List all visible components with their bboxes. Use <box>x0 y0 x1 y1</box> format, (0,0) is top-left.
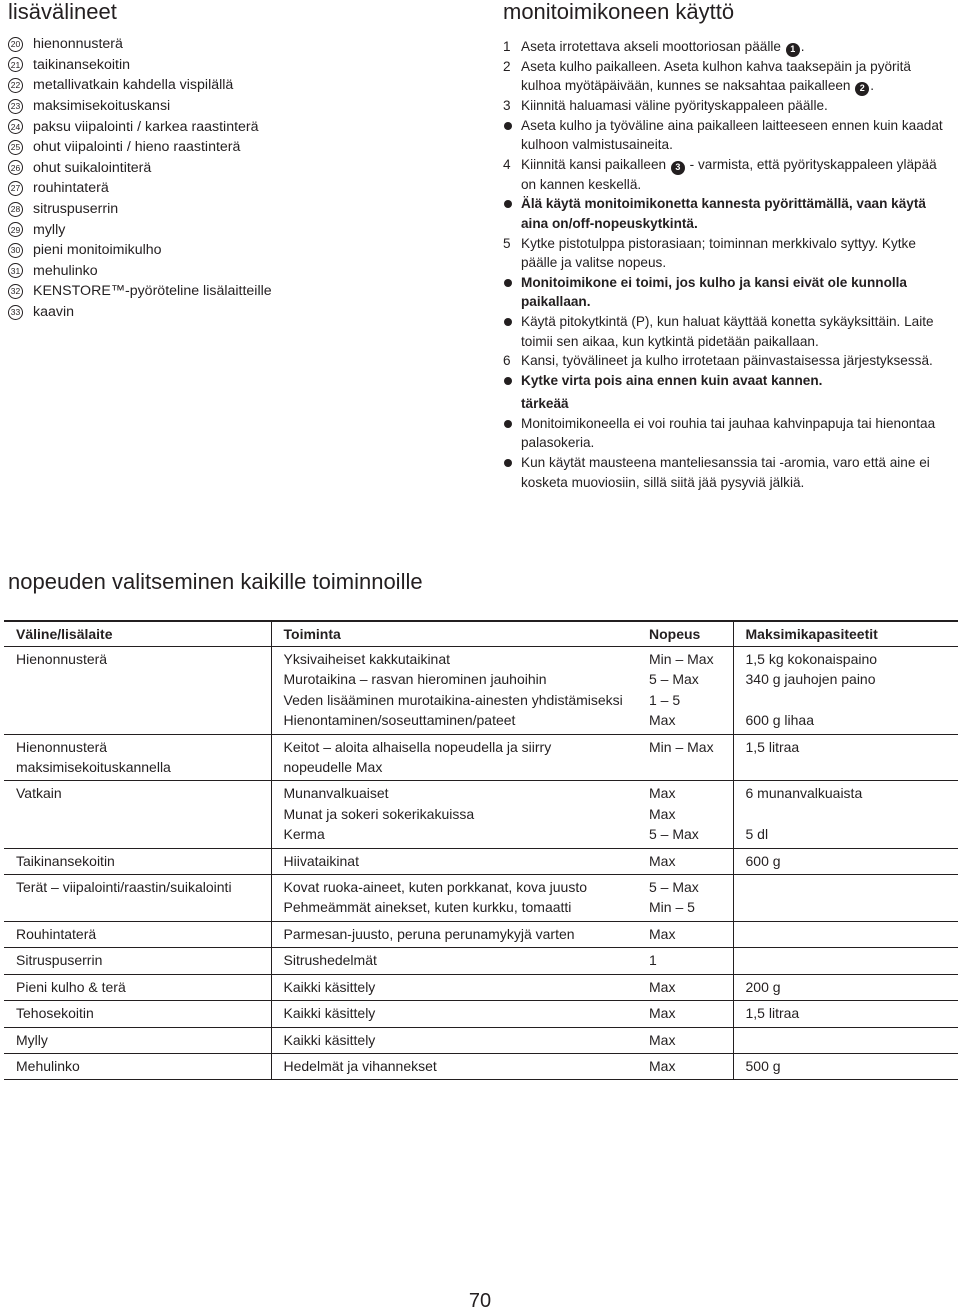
usage-instructions <box>503 37 953 492</box>
item-number-icon: 27 <box>8 181 23 196</box>
bullet-icon <box>504 318 512 326</box>
item-label: mylly <box>33 221 66 238</box>
capacity-cell <box>733 647 958 735</box>
tool-cell <box>4 734 271 781</box>
step-6: 6 Kansi, työvälineet ja kulho irrotetaan päinvastaisessa järjestyksessä. <box>503 353 933 369</box>
column-header: Väline/lisälaite <box>4 621 271 647</box>
item-number-icon: 32 <box>8 284 23 299</box>
cell-line <box>746 877 951 897</box>
operation-cell <box>271 1053 645 1079</box>
bullet-icon <box>504 200 512 208</box>
cell-line: 6 munanvalkuaista <box>745 785 863 802</box>
list-item <box>8 302 272 323</box>
cell-line: Tehosekoitin <box>16 1005 94 1022</box>
operation-cell <box>271 921 645 947</box>
cell-line: Kaikki käsittely <box>283 978 376 995</box>
bullet-7: Kun käytät mausteena manteliesanssia tai -aromia, varo että aine ei kosketa muoviosiin, sillä siitä jää pysyviä jälkiä. <box>503 453 953 492</box>
cell-line: Kovat ruoka-aineet, kuten porkkanat, kova juusto <box>283 879 588 896</box>
cell-line: 5 dl <box>745 826 769 843</box>
item-label: hienonnusterä <box>33 36 123 53</box>
operation-cell <box>271 1027 645 1053</box>
tool-cell <box>4 948 271 974</box>
cell-line: nopeudelle Max <box>283 759 383 776</box>
table-row <box>4 974 958 1000</box>
item-label: mehulinko <box>33 262 98 279</box>
speed-cell <box>645 974 733 1000</box>
item-number-icon: 20 <box>8 37 23 52</box>
cell-line: Keitot – aloita alhaisella nopeudella ja siirry <box>283 738 552 755</box>
list-item <box>8 158 272 179</box>
speed-cell <box>645 647 733 735</box>
item-label: paksu viipalointi / karkea raastinterä <box>33 118 259 135</box>
operation-cell <box>271 974 645 1000</box>
bullet-4: Käytä pitokytkintä (P), kun haluat käyttää konetta sykäyksittäin. Laite toimii sen aikaa, kun kytkintä pidetään paikallaan. <box>503 312 953 351</box>
cell-line: Murotaikina – rasvan hierominen jauhoihin <box>283 671 547 688</box>
capacity-cell <box>733 734 958 781</box>
speed-cell <box>645 921 733 947</box>
item-label: maksimisekoituskansi <box>33 98 171 115</box>
cell-line: 1,5 litraa <box>745 738 800 755</box>
cell-line: Sitruspuserrin <box>16 952 103 969</box>
item-number-icon: 33 <box>8 305 23 320</box>
cell-line <box>746 950 951 970</box>
capacity-cell <box>733 948 958 974</box>
accessories-heading: lisävälineet <box>8 0 117 24</box>
capacity-cell <box>733 974 958 1000</box>
cell-line: Kerma <box>283 826 325 843</box>
table-row <box>4 875 958 922</box>
speed-cell <box>645 848 733 874</box>
speed-cell <box>645 781 733 848</box>
cell-line: Min – Max <box>649 651 714 667</box>
capacity-cell <box>733 921 958 947</box>
cell-line: 1,5 litraa <box>745 1005 800 1022</box>
bullet-icon <box>504 459 512 467</box>
cell-line: maksimisekoituskannella <box>16 759 171 776</box>
step-4: 4 Kiinnitä kansi paikalleen 3 - varmista, että pyörityskappaleen yläpää on kannen keskellä. <box>503 156 937 192</box>
speed-table <box>4 620 958 1080</box>
cell-line: Max <box>649 805 676 822</box>
cell-line: Vatkain <box>16 785 62 802</box>
list-item <box>8 219 272 240</box>
cell-line: Min – 5 <box>649 899 695 916</box>
cell-line: Max <box>649 852 676 869</box>
step-1: 1 Aseta irrotettava akseli moottoriosan päälle 1 . <box>503 37 953 57</box>
cell-line: Max <box>649 1005 676 1022</box>
bullet-3: Monitoimikone ei toimi, jos kulho ja kansi eivät ole kunnolla paikallaan. <box>503 273 953 312</box>
table-header-row <box>4 621 958 647</box>
item-label: rouhintaterä <box>33 180 109 197</box>
tool-cell <box>4 974 271 1000</box>
step-3: 3 Kiinnitä haluamasi väline pyörityskappaleen päälle. <box>503 98 828 114</box>
cell-line: Pehmeämmät ainekset, kuten kurkku, tomaatti <box>283 899 572 916</box>
cell-line: Pieni kulho & terä <box>16 978 126 995</box>
cell-line: Hiivataikinat <box>283 852 359 869</box>
page-number: 70 <box>468 1290 492 1312</box>
item-number-icon: 29 <box>8 222 23 237</box>
tool-cell <box>4 1027 271 1053</box>
cell-line: Max <box>649 925 676 942</box>
tool-cell <box>4 647 271 735</box>
tool-cell <box>4 875 271 922</box>
cell-line: Parmesan-juusto, peruna perunamykyjä varten <box>283 925 575 942</box>
cell-line: 1 – 5 <box>649 691 681 708</box>
item-label: kaavin <box>33 304 75 321</box>
speed-cell <box>645 1053 733 1079</box>
cell-line: 600 g lihaa <box>745 712 815 729</box>
cell-line: 5 – Max <box>649 879 699 896</box>
capacity-cell <box>733 781 958 848</box>
cell-line: Hedelmät ja vihannekset <box>283 1057 437 1074</box>
tool-cell <box>4 781 271 848</box>
item-label: ohut viipalointi / hieno raastinterä <box>33 139 241 156</box>
bullet-1: Aseta kulho ja työväline aina paikalleen laitteeseen ennen kuin kaadat kulhoon valmistusaineita. <box>503 116 953 155</box>
list-item <box>8 55 272 76</box>
table-row <box>4 734 958 781</box>
cell-line: 5 – Max <box>649 671 699 688</box>
table-row <box>4 1027 958 1053</box>
tool-cell <box>4 848 271 874</box>
capacity-cell <box>733 1053 958 1079</box>
table-row <box>4 647 958 735</box>
cell-line: 500 g <box>745 1057 781 1074</box>
item-label: KENSTORE™-pyöröteline lisälaitteille <box>33 283 272 300</box>
cell-line: Max <box>649 978 676 995</box>
table-row <box>4 1001 958 1027</box>
cell-line <box>746 804 951 824</box>
operation-cell <box>271 647 645 735</box>
accessories-list <box>8 34 272 322</box>
cell-line: Max <box>649 712 676 729</box>
item-label: ohut suikalointiterä <box>33 159 152 176</box>
cell-line: Hienontaminen/soseuttaminen/pateet <box>283 712 516 729</box>
speed-cell <box>645 875 733 922</box>
cell-line: Min – Max <box>649 738 714 755</box>
cell-line: Taikinansekoitin <box>16 852 115 869</box>
bullet-icon <box>504 377 512 385</box>
item-number-icon: 21 <box>8 57 23 72</box>
cell-line: 340 g jauhojen paino <box>745 671 876 688</box>
table-row <box>4 1053 958 1079</box>
cell-line <box>746 924 951 944</box>
item-number-icon: 24 <box>8 119 23 134</box>
column-header: Nopeus <box>645 621 733 647</box>
operation-cell <box>271 948 645 974</box>
table-row <box>4 921 958 947</box>
usage-heading: monitoimikoneen käyttö <box>503 0 735 24</box>
operation-cell <box>271 1001 645 1027</box>
item-number-icon: 22 <box>8 78 23 93</box>
cell-line: 1,5 kg kokonaispaino <box>745 651 878 667</box>
ref-2-icon: 2 <box>855 82 869 96</box>
bullet-6: Monitoimikoneella ei voi rouhia tai jauhaa kahvinpapuja tai hienontaa palasokeria. <box>503 414 953 453</box>
cell-line: Veden lisääminen murotaikina-ainesten yhdistämiseksi <box>283 691 623 708</box>
item-label: taikinansekoitin <box>33 56 131 73</box>
item-number-icon: 31 <box>8 263 23 278</box>
list-item <box>8 75 272 96</box>
speed-heading: nopeuden valitseminen kaikille toiminnoille <box>8 569 423 594</box>
column-header: Maksimikapasiteetit <box>733 621 958 647</box>
cell-line: Rouhintaterä <box>16 925 97 942</box>
cell-line <box>746 1030 951 1050</box>
item-number-icon: 26 <box>8 160 23 175</box>
list-item <box>8 178 272 199</box>
column-header: Toiminta <box>271 621 645 647</box>
cell-line <box>746 690 951 710</box>
speed-cell <box>645 948 733 974</box>
cell-line: Kaikki käsittely <box>283 1005 376 1022</box>
capacity-cell <box>733 848 958 874</box>
important-heading: tärkeää <box>521 396 569 412</box>
capacity-cell <box>733 1027 958 1053</box>
bullet-5: Kytke virta pois aina ennen kuin avaat kannen. <box>503 371 953 391</box>
cell-line: Munat ja sokeri sokerikakuissa <box>283 805 475 822</box>
operation-cell <box>271 734 645 781</box>
item-label: pieni monitoimikulho <box>33 242 162 259</box>
bullet-2: Älä käytä monitoimikonetta kannesta pyörittämällä, vaan käytä aina on/off-nopeuskytkintä. <box>503 194 953 233</box>
bullet-icon <box>504 122 512 130</box>
list-item <box>8 281 272 302</box>
cell-line: Hienonnusterä <box>16 651 108 667</box>
cell-line: Kaikki käsittely <box>283 1031 376 1048</box>
tool-cell <box>4 921 271 947</box>
item-number-icon: 23 <box>8 99 23 114</box>
operation-cell <box>271 848 645 874</box>
step-2: 2 Aseta kulho paikalleen. Aseta kulhon kahva taaksepäin ja pyöritä kulhoa myötäpäivään, kunnes se naksahtaa paikalleen 2 . <box>503 57 953 96</box>
tool-cell <box>4 1053 271 1079</box>
speed-cell <box>645 734 733 781</box>
cell-line: 600 g <box>745 852 781 869</box>
speed-cell <box>645 1027 733 1053</box>
item-number-icon: 30 <box>8 243 23 258</box>
speed-cell <box>645 1001 733 1027</box>
cell-line: Max <box>649 785 676 802</box>
ref-3-icon: 3 <box>671 161 685 175</box>
table-row <box>4 781 958 848</box>
tool-cell <box>4 1001 271 1027</box>
cell-line: Hienonnusterä <box>16 738 108 755</box>
cell-line: 5 – Max <box>649 826 699 843</box>
table-row <box>4 948 958 974</box>
step-5: 5 Kytke pistotulppa pistorasiaan; toiminnan merkkivalo syttyy. Kytke päälle ja valitse nopeus. <box>503 235 916 271</box>
cell-line: Max <box>649 1031 676 1048</box>
operation-cell <box>271 875 645 922</box>
table-row <box>4 848 958 874</box>
cell-line: Sitrushedelmät <box>283 952 377 969</box>
cell-line: 1 <box>649 952 657 969</box>
list-item <box>8 137 272 158</box>
cell-line: Yksivaiheiset kakkutaikinat <box>283 651 451 667</box>
cell-line: Terät – viipalointi/raastin/suikalointi <box>16 879 232 896</box>
item-number-icon: 28 <box>8 202 23 217</box>
item-label: sitruspuserrin <box>33 201 119 218</box>
list-item <box>8 199 272 220</box>
list-item <box>8 34 272 55</box>
item-label: metallivatkain kahdella vispilällä <box>33 77 234 94</box>
item-number-icon: 25 <box>8 140 23 155</box>
capacity-cell <box>733 1001 958 1027</box>
cell-line: Mehulinko <box>16 1057 80 1074</box>
ref-1-icon: 1 <box>786 43 800 57</box>
bullet-icon <box>504 420 512 428</box>
list-item <box>8 261 272 282</box>
list-item <box>8 116 272 137</box>
cell-line: 200 g <box>745 978 781 995</box>
cell-line: Mylly <box>16 1031 48 1048</box>
capacity-cell <box>733 875 958 922</box>
cell-line: Munanvalkuaiset <box>283 785 389 802</box>
list-item <box>8 96 272 117</box>
bullet-icon <box>504 279 512 287</box>
operation-cell <box>271 781 645 848</box>
cell-line: Max <box>649 1057 676 1074</box>
list-item <box>8 240 272 261</box>
